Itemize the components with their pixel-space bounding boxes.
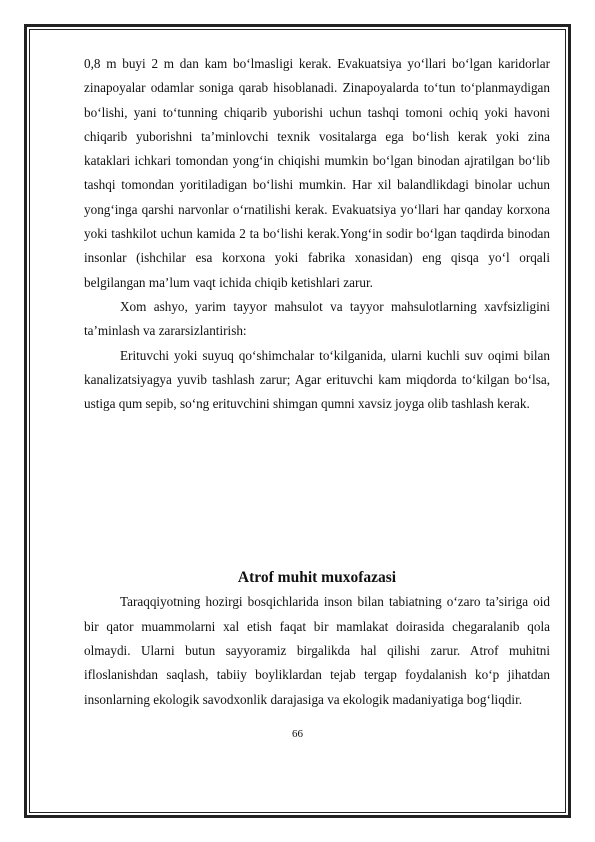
paragraph-raw-materials: Xom ashyo, yarim tayyor mahsulot va tayyor mahsulotlarning xavfsizligini ta’minlash va zararsizlantirish:: [84, 298, 550, 339]
paragraph-environment: Taraqqiyotning hozirgi bosqichlarida inson bilan tabiatning o‘zaro ta’siriga oid bir qator muammolarni xal etish faqat bir mamlakat doirasida chegaralanib qola olmaydi. Ularni butun sayyoramiz birgalikda hal qilishi zarur. Atrof muhitni ifloslanishdan saqlash, tabiiy boyliklardan tejab tergap foydalanish ko‘p jihatdan insonlarning ekologik savodxonlik darajasiga va ekologik madaniyatiga bog‘liqdir.: [84, 594, 550, 707]
section-heading: Atrof muhit muxofazasi: [237, 569, 397, 587]
blank-space: [84, 416, 550, 566]
paragraph-solvents: Erituvchi yoki suyuq qo‘shimchalar to‘kilganida, ularni kuchli suv oqimi bilan kanalizatsiyagya yuvib tashlash zarur; Agar erituvchi kam miqdorda to‘kilgan bo‘lsa, ustiga qum sepib, so‘ng erituvchini shimgan qumni xavsiz joyga olib tashlash kerak.: [84, 347, 550, 412]
paragraph-evacuation: 0,8 m buyi 2 m dan kam bo‘lmasligi kerak. Evakuatsiya yo‘llari bo‘lgan karidorlar zinapoyalar odamlar soniga qarab hisoblanadi. Zinapoyalarda to‘tun to‘planmaydigan bo‘lishi, yani to‘tunning chiqarib yuborishi uchun tashqi tomoni ochiq yoki havoni chiqarib yuborishni ta’minlovchi texnik vositalarga ega bo‘lish kerak yoki zina kataklari ichkari tomondan yong‘in chiqishi mumkin bo‘lgan binodan ajratilgan bo‘lib tashqi tomondan yoritiladigan bo‘lishi mumkin. Har xil balandlikdagi binolar uchun yong‘inga qarshi narvonlar o‘rnatilishi kerak. Evakuatsiya yo‘llari har qanday korxona yoki tashkilot uchun kamida 2 ta bo‘lishi kerak.Yong‘in sodir bo‘lgan taqdirda binodan insonlar (ishchilar esa korxona yoki fabrika xonasidan) eng qisqa yo‘l orqali belgilangan ma’lum vaqt ichida chiqib ketishlari zarur.: [84, 56, 550, 290]
page-number: 66: [292, 728, 303, 740]
page-content: [84, 52, 550, 712]
